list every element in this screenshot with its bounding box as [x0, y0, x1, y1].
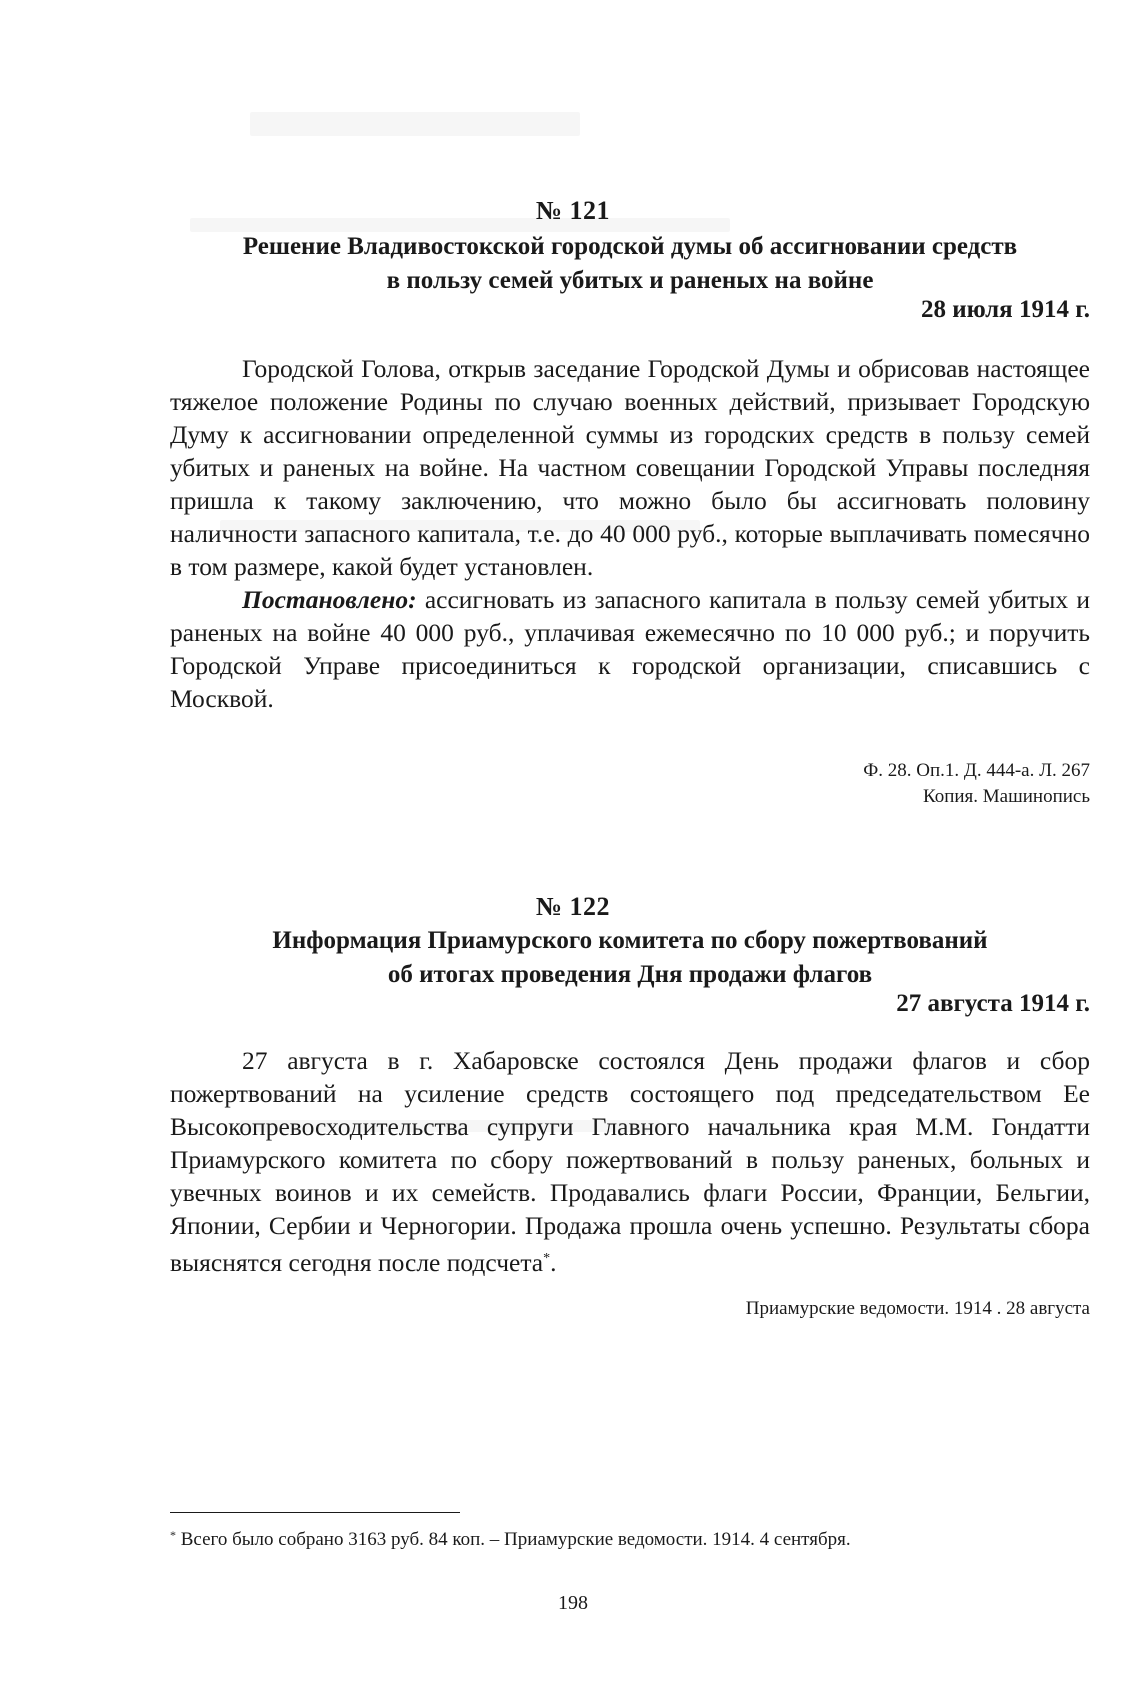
footnote-divider — [170, 1512, 460, 1513]
footnote-mark: * — [543, 1251, 551, 1266]
document-date: 27 августа 1914 г. — [896, 990, 1090, 1017]
archive-reference: Ф. 28. Оп.1. Д. 444-а. Л. 267 — [863, 760, 1090, 781]
document-title-line: Информация Приамурского комитета по сбору пожертвований — [272, 927, 988, 954]
archive-source — [863, 758, 1090, 810]
resolution-text: ассигновать из запасного капитала в пользу семей убитых и раненых на войне 40 000 руб., уплачивая ежемесячно по 10 000 руб.; и поручить Городской Управе присоединиться к городской организации, списавшись с Москвой. — [170, 585, 1090, 713]
document-title-line: в пользу семей убитых и раненых на войне — [386, 267, 874, 294]
document-title-line: Решение Владивостокской городской думы об ассигновании средств — [242, 233, 1018, 260]
copy-type: Копия. Машинопись — [922, 786, 1090, 807]
document-title — [170, 230, 1090, 298]
resolution-paragraph — [170, 583, 1090, 715]
footnote — [170, 1528, 851, 1551]
document-title-line: об итогах проведения Дня продажи флагов — [387, 961, 873, 988]
paragraph-text: 27 августа в г. Хабаровске состоялся День продажи флагов и сбор пожертвований на усиление средств состоящего под председательством Ее Высокопревосходительства супруги Главного начальника края М.М. Гондатти Приамурского комитета по сбору пожертвований в пользу раненых, больных и увечных воинов и их семейств. Продавались флаги России, Франции, Бельгии, Японии, Сербии и Черногории. Продажа прошла очень успешно. Результаты сбора выяснятся сегодня после подсчета — [170, 1046, 1090, 1277]
paragraph — [170, 1044, 1090, 1279]
document-body — [170, 1044, 1090, 1279]
document-date: 28 июля 1914 г. — [921, 296, 1090, 323]
document-body — [170, 352, 1090, 715]
footnote-mark: * — [170, 1528, 176, 1542]
document-title — [170, 924, 1090, 992]
page-number: 198 — [558, 1592, 588, 1614]
newspaper-source: Приамурские ведомости. 1914 . 28 августа — [745, 1298, 1090, 1319]
paragraph-end: . — [550, 1248, 557, 1277]
document-number: № 121 — [535, 196, 611, 225]
resolution-label: Постановлено: — [242, 585, 417, 614]
paragraph: Городской Голова, открыв заседание Городской Думы и обрисовав настоящее тяжелое положение Родины по случаю военных действий, призывает Городскую Думу к ассигновании определенной суммы из городских средств в пользу семей убитых и раненых на войне. На частном совещании Городской Управы последняя пришла к такому заключению, что можно было бы ассигновать половину наличности запасного капитала, т.е. до 40 000 руб., которые выплачивать помесячно в том размере, какой будет установлен. — [170, 354, 1090, 581]
footnote-text: Всего было собрано 3163 руб. 84 коп. – Приамурские ведомости. 1914. 4 сентября. — [176, 1529, 851, 1550]
bleed-through-mark — [250, 112, 580, 136]
document-number: № 122 — [535, 892, 611, 921]
